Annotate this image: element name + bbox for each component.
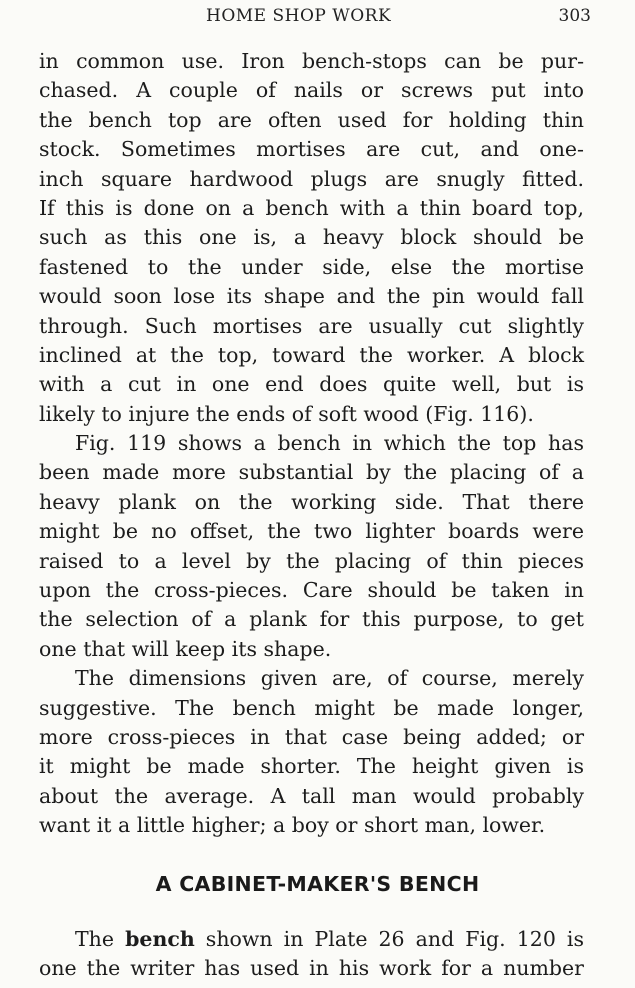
text-line: one that will keep its shape. <box>39 636 332 661</box>
text-line: want it a little higher; a boy or short man, lower. <box>39 813 546 838</box>
text-line: about the average. A tall man would probably <box>39 783 584 808</box>
text-line: with a cut in one end does quite well, but is <box>39 372 584 397</box>
text-line: inclined at the top, toward the worker. A block <box>39 342 584 367</box>
text-line: heavy plank on the working side. That there <box>39 489 584 514</box>
text-line: in common use. Iron bench-stops can be pur- <box>39 49 584 73</box>
text-line: might be no offset, the two lighter boards were <box>39 519 584 544</box>
text-line: fastened to the under side, else the mortise <box>39 254 584 279</box>
text-line: stock. Sometimes mortises are cut, and one- <box>39 137 584 162</box>
text-line: likely to injure the ends of soft wood (Fig. 116). <box>39 401 534 426</box>
text-run: shown in Plate 26 and Fig. 120 is <box>194 927 585 951</box>
text-line: suggestive. The bench might be made longer, <box>39 695 584 720</box>
text-run: The <box>75 927 126 951</box>
text-line: more cross-pieces in that case being added; or <box>39 724 584 749</box>
text-line: one the writer has used in his work for a number <box>39 956 584 981</box>
text-line: If this is done on a bench with a thin board top, <box>39 195 584 220</box>
text-line: the selection of a plank for this purpose, to get <box>39 607 584 632</box>
text-line <box>39 925 584 954</box>
text-line: would soon lose its shape and the pin would fall <box>39 284 584 309</box>
text-line: Fig. 119 shows a bench in which the top has <box>75 431 584 456</box>
text-line: raised to a level by the placing of thin pieces <box>39 548 584 573</box>
text-line: been made more substantial by the placing of a <box>39 460 584 485</box>
body-text-continued <box>39 925 584 984</box>
running-title: HOME SHOP WORK <box>206 6 392 26</box>
paragraph <box>39 47 584 429</box>
paragraph <box>39 429 584 664</box>
text-line: it might be made shorter. The height given is <box>39 754 584 779</box>
text-line: The dimensions given are, of course, merely <box>75 666 584 691</box>
paragraph <box>39 664 584 840</box>
text-line: inch square hardwood plugs are snugly fitted. <box>39 166 584 191</box>
text-line: the bench top are often used for holding thin <box>39 107 584 132</box>
text-line: through. Such mortises are usually cut slightly <box>39 313 584 338</box>
bold-term: bench <box>125 927 195 951</box>
body-text <box>39 47 584 841</box>
running-head <box>0 6 635 28</box>
text-line: chased. A couple of nails or screws put into <box>39 78 584 103</box>
text-line: such as this one is, a heavy block should be <box>39 225 584 250</box>
section-heading: A CABINET-MAKER'S BENCH <box>155 872 480 896</box>
page-number: 303 <box>558 6 591 26</box>
text-line: upon the cross-pieces. Care should be taken in <box>39 578 584 603</box>
